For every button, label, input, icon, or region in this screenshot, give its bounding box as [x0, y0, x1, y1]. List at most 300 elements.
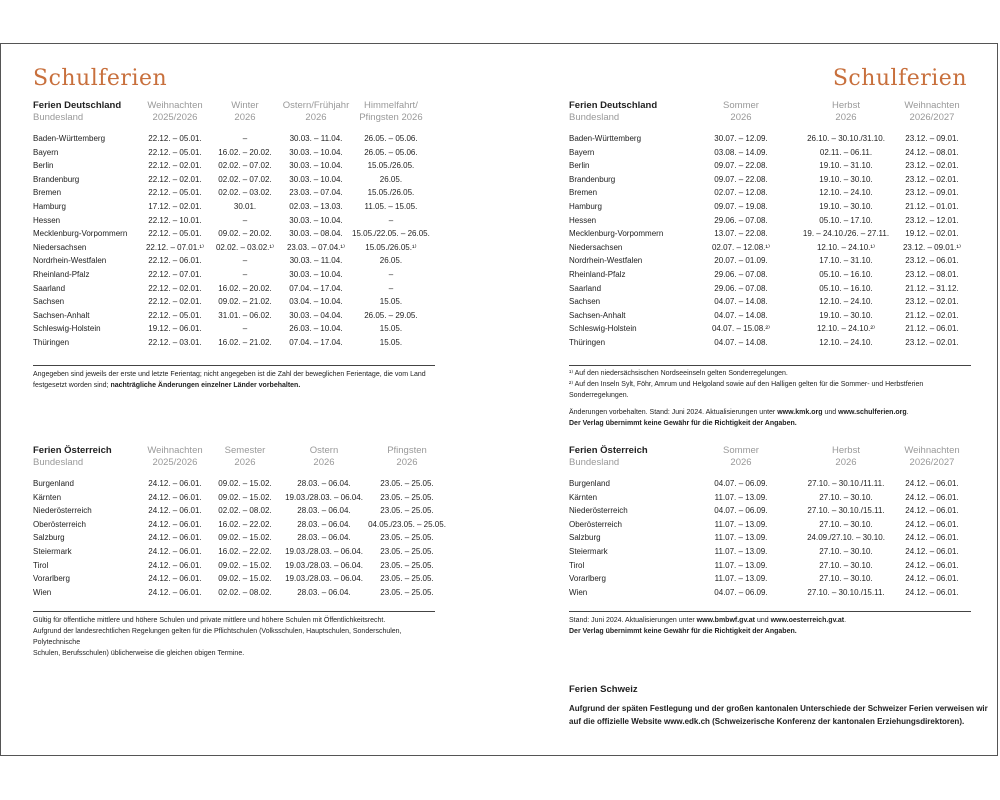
table-row	[33, 504, 446, 518]
date-range: 30.03. – 10.04.	[289, 174, 343, 184]
date-range: 22.12. – 05.01.	[148, 134, 202, 143]
date-range: 30.07. – 12.09.	[714, 134, 768, 143]
date-range: 24.12. – 06.01.	[905, 560, 959, 570]
oesterreich-link[interactable]: www.oesterreich.gv.at	[770, 617, 845, 624]
table-row	[33, 268, 430, 282]
date-range: 12.10. – 24.10.²⁾	[816, 324, 875, 334]
page-title-right: Schulferien	[832, 66, 967, 91]
date-range: 24.12. – 06.01.	[148, 492, 202, 502]
column-header: Winter	[231, 100, 259, 111]
column-header: 2026	[234, 112, 256, 123]
column-header: 2025/2026	[152, 112, 198, 123]
date-range: 20.07. – 01.09.	[714, 256, 768, 266]
table-row	[569, 173, 967, 187]
table-austria-winter-spring	[33, 445, 446, 599]
state-name: Salzburg	[33, 533, 65, 543]
column-header: 2026	[730, 112, 752, 123]
date-range: 26.10. – 30.10./31.10.	[807, 134, 885, 143]
state-name: Sachsen-Anhalt	[569, 310, 626, 320]
date-range: 22.12. – 10.01.	[148, 215, 202, 225]
state-name: Bayern	[569, 147, 595, 157]
date-range: 23.12. – 09.01.	[905, 188, 959, 198]
date-range: 19.03./28.03. – 06.04.	[285, 546, 363, 556]
date-range: 27.10. – 30.10./15.11.	[807, 506, 885, 516]
column-header: Pfingsten	[387, 445, 427, 456]
date-range: 26.05.	[379, 174, 403, 184]
date-range: 04.07. – 14.08.	[714, 310, 768, 320]
table-row	[569, 572, 967, 586]
date-range: 30.01.	[233, 201, 257, 211]
table-row	[33, 173, 430, 187]
date-range: 09.02. – 15.02.	[218, 560, 272, 570]
column-header-state: Bundesland	[33, 112, 84, 123]
table-row	[569, 227, 967, 241]
date-range: 02.07. – 12.08.	[714, 188, 768, 198]
table-row	[33, 336, 430, 350]
table-row	[33, 559, 446, 573]
date-range: 15.05.	[379, 297, 403, 307]
state-name: Niedersachsen	[33, 242, 87, 252]
date-range: 31.01. – 06.02.	[218, 310, 272, 320]
table-row	[569, 254, 967, 268]
date-range: 29.06. – 07.08.	[714, 215, 768, 225]
state-name: Hamburg	[569, 201, 602, 211]
table-row	[569, 336, 967, 350]
date-range: 21.12. – 31.12.	[905, 283, 959, 293]
date-range: 22.12. – 05.01.	[148, 188, 202, 198]
date-range: 24.12. – 06.01.	[905, 587, 959, 597]
date-range: 02.02. – 07.02.	[218, 174, 272, 184]
date-range: 02.11. – 06.11.	[819, 147, 873, 157]
table-row	[569, 200, 967, 214]
date-range: 09.02. – 15.02.	[218, 574, 272, 584]
date-range: 15.05.	[379, 337, 403, 347]
state-name: Niederösterreich	[33, 506, 92, 516]
table-row	[569, 159, 967, 173]
state-name: Bremen	[33, 188, 62, 198]
column-header: Ostern/Frühjahr	[282, 100, 350, 111]
date-range: 22.12. – 03.01.	[148, 337, 202, 347]
date-range: 30.03. – 04.04.	[289, 310, 343, 320]
schulferien-link[interactable]: www.schulferien.org	[838, 409, 907, 416]
divider	[33, 611, 435, 612]
date-range: 23.12. – 02.01.	[905, 337, 959, 347]
column-header: 2026	[835, 457, 857, 468]
state-name: Thüringen	[569, 337, 606, 347]
state-name: Hamburg	[33, 201, 66, 211]
date-range: 03.04. – 10.04.	[289, 297, 343, 307]
date-range: 19.03./28.03. – 06.04.	[285, 560, 363, 570]
table-title: Ferien Deutschland	[33, 100, 122, 111]
table-row	[569, 586, 967, 600]
state-name: Brandenburg	[33, 174, 80, 184]
date-range: 07.04. – 17.04.	[289, 283, 343, 293]
date-range: 17.12. – 02.01.	[148, 201, 202, 211]
date-range: 24.09./27.10. – 30.10.	[807, 533, 885, 543]
date-range: 24.12. – 06.01.	[905, 574, 959, 584]
date-range: 30.03. – 10.04.	[289, 147, 343, 157]
date-range: 30.03. – 08.04.	[289, 229, 343, 239]
bmbwf-link[interactable]: www.bmbwf.gv.at	[696, 617, 755, 624]
date-range: 16.02. – 22.02.	[218, 519, 272, 529]
date-range: 23.12. – 02.01.	[905, 297, 959, 307]
date-range: –	[242, 324, 248, 334]
state-name: Bayern	[33, 147, 59, 157]
date-range: 23.05. – 25.05.	[380, 506, 434, 516]
date-range: 28.03. – 06.04.	[297, 506, 351, 516]
date-range: 24.12. – 06.01.	[148, 533, 202, 543]
date-range: 29.06. – 07.08.	[714, 283, 768, 293]
date-range: 09.02. – 21.02.	[218, 297, 272, 307]
column-header-state: Bundesland	[569, 112, 620, 123]
germany-notes-right: ¹⁾ Auf den niedersächsischen Nordseeinseln gelten Sonderregelungen. ²⁾ Auf den Inseln Sylt, Föhr, Amrum und Helgoland sowie auf den Halligen gelten für die Sommer- und Herbstferien Sonderregelungen. Änderungen vorbehalten. Stand: Juni 2024. Aktualisierungen unter www.kmk.org und www.schulferien.org. Der Verlag übernimmt keine Gewähr für die Richtigkeit der Angaben.	[569, 370, 924, 427]
date-range: 24.12. – 06.01.	[905, 506, 959, 516]
date-range: 24.12. – 06.01.	[905, 546, 959, 556]
table-row	[569, 295, 967, 309]
date-range: –	[242, 215, 248, 225]
date-range: 19.10. – 30.10.	[819, 201, 873, 211]
date-range: 04.07. – 15.08.²⁾	[711, 324, 770, 334]
date-range: 16.02. – 20.02.	[218, 147, 272, 157]
state-name: Berlin	[33, 161, 54, 171]
state-name: Hessen	[33, 215, 61, 225]
column-header: Weihnachten	[904, 445, 960, 456]
austria-note-left: Gültig für öffentliche mittlere und höhere Schulen und private mittlere und höhere Schulen mit Öffentlichkeitsrecht. Aufgrund der landesrechtlichen Regelungen gelten für die Pflichtschulen (Volksschulen, Hauptschulen, Sonderschulen, Polytechnische Schulen, Berufsschulen) üblicherweise die gleichen obigen Termine.	[33, 617, 402, 657]
column-header: Weihnachten	[904, 100, 960, 111]
date-range: 19.10. – 31.10.	[819, 161, 873, 171]
date-range: 02.03. – 13.03.	[289, 201, 343, 211]
date-range: 24.12. – 06.01.	[905, 479, 959, 488]
table-row	[33, 282, 430, 296]
state-name: Vorarlberg	[33, 574, 70, 584]
state-name: Nordrhein-Westfalen	[33, 256, 107, 266]
state-name: Tirol	[33, 560, 49, 570]
austria-notes-right: Stand: Juni 2024. Aktualisierungen unter www.bmbwf.gv.at und www.oesterreich.gv.at. Der Verlag übernimmt keine Gewähr für die Richtigkeit der Angaben.	[569, 617, 847, 635]
date-range: 03.08. – 14.09.	[714, 147, 768, 157]
date-range: 23.05. – 25.05.	[380, 492, 434, 502]
date-range: 24.12. – 06.01.	[905, 492, 959, 502]
state-name: Nordrhein-Westfalen	[569, 256, 643, 266]
date-range: 22.12. – 06.01.	[148, 256, 202, 266]
date-range: 22.12. – 05.01.	[148, 147, 202, 157]
date-range: 22.12. – 07.01.	[148, 269, 202, 279]
date-range: 23.12. – 12.01.	[905, 215, 959, 225]
date-range: 04.07. – 14.08.	[714, 337, 768, 347]
date-range: 16.02. – 21.02.	[218, 337, 272, 347]
state-name: Oberösterreich	[33, 519, 86, 529]
state-name: Brandenburg	[569, 174, 616, 184]
state-name: Burgenland	[33, 479, 74, 488]
table-title: Ferien Österreich	[569, 445, 648, 456]
state-name: Mecklenburg-Vorpommern	[33, 229, 128, 239]
date-range: 04.07. – 06.09.	[714, 587, 768, 597]
date-range: 26.05.	[379, 256, 403, 266]
date-range: 27.10. – 30.10./15.11.	[807, 587, 885, 597]
table-row	[33, 545, 446, 559]
date-range: 12.10. – 24.10.	[819, 188, 873, 198]
date-range: 15.05./26.05.¹⁾	[365, 242, 417, 252]
date-range: 15.05.	[379, 324, 403, 334]
germany-note-left: Angegeben sind jeweils der erste und letzte Ferientag; nicht angegeben ist die Zahl der beweglichen Ferientage, die vom Land festgesetzt worden sind; nachträgliche Änderungen einzelner Länder vorbehalten.	[33, 371, 426, 389]
column-header: 2026/2027	[909, 112, 955, 123]
date-range: 04.07. – 06.09.	[714, 506, 768, 516]
state-name: Niedersachsen	[569, 242, 623, 252]
state-name: Hessen	[569, 215, 597, 225]
date-range: 23.05. – 25.05.	[380, 533, 434, 543]
date-range: 27.10. – 30.10.	[819, 492, 873, 502]
date-range: 24.12. – 06.01.	[148, 574, 202, 584]
table-row	[33, 159, 430, 173]
date-range: 23.05. – 25.05.	[380, 574, 434, 584]
divider	[569, 611, 971, 612]
date-range: 12.10. – 24.10.	[819, 337, 873, 347]
column-header: Ostern	[309, 445, 339, 456]
date-range: 22.12. – 07.01.¹⁾	[145, 242, 204, 252]
table-austria-summer-autumn	[569, 445, 967, 599]
date-range: 24.12. – 06.01.	[148, 519, 202, 529]
date-range: 21.12. – 01.01.	[905, 201, 959, 211]
state-name: Burgenland	[569, 479, 610, 488]
date-range: 19.10. – 30.10.	[819, 174, 873, 184]
divider	[569, 365, 971, 366]
table-row	[569, 531, 967, 545]
table-row	[33, 586, 446, 600]
date-range: 09.02. – 15.02.	[218, 492, 272, 502]
date-range: 30.03. – 11.04.	[289, 256, 343, 266]
date-range: 26.03. – 10.04.	[289, 324, 343, 334]
date-range: 23.05. – 25.05.	[380, 479, 434, 488]
state-name: Thüringen	[33, 337, 70, 347]
table-row	[569, 282, 967, 296]
table-row	[33, 531, 446, 545]
date-range: 28.03. – 06.04.	[297, 479, 351, 488]
column-header: 2026	[835, 112, 857, 123]
switzerland-heading: Ferien Schweiz	[569, 684, 638, 695]
date-range: 24.12. – 08.01.	[905, 147, 959, 157]
date-range: 15.05./22.05. – 26.05.	[352, 229, 430, 239]
column-header: 2026	[396, 457, 418, 468]
state-name: Kärnten	[569, 492, 598, 502]
date-range: 23.05. – 25.05.	[380, 560, 434, 570]
column-header: 2026	[730, 457, 752, 468]
table-row	[569, 504, 967, 518]
date-range: 27.10. – 30.10.	[819, 574, 873, 584]
date-range: 27.10. – 30.10.	[819, 560, 873, 570]
state-name: Saarland	[33, 283, 66, 293]
state-name: Vorarlberg	[569, 574, 606, 584]
switzerland-text: Aufgrund der späten Festlegung und der großen kantonalen Unterschiede der Schweizer Ferien verweisen wir auf die offizielle Website www.edk.ch (Schweizerische Konferenz der kantonalen Erziehungsdirektoren).	[569, 704, 988, 726]
table-row	[33, 227, 430, 241]
date-range: 24.12. – 06.01.	[148, 506, 202, 516]
column-header: Weihnachten	[147, 100, 203, 111]
date-range: 24.12. – 06.01.	[148, 479, 202, 488]
date-range: 28.03. – 06.04.	[297, 519, 351, 529]
column-header: 2026	[313, 457, 335, 468]
date-range: 11.07. – 13.09.	[714, 574, 768, 584]
date-range: 07.04. – 17.04.	[289, 337, 343, 347]
state-name: Schleswig-Holstein	[33, 324, 101, 334]
date-range: 23.12. – 06.01.	[905, 256, 959, 266]
state-name: Salzburg	[569, 533, 601, 543]
date-range: 19. – 24.10./26. – 27.11.	[802, 229, 890, 239]
date-range: 17.10. – 31.10.	[819, 256, 873, 266]
table-germany-winter-spring	[33, 100, 430, 350]
date-range: 09.02. – 15.02.	[218, 533, 272, 543]
state-name: Berlin	[569, 161, 590, 171]
date-range: 02.02. – 07.02.	[218, 161, 272, 171]
column-header: Pfingsten 2026	[359, 112, 423, 123]
state-name: Oberösterreich	[569, 519, 622, 529]
column-header: Weihnachten	[147, 445, 203, 456]
date-range: 30.03. – 11.04.	[289, 134, 343, 143]
date-range: 05.10. – 16.10.	[819, 283, 873, 293]
table-row	[569, 559, 967, 573]
date-range: 23.12. – 02.01.	[905, 174, 959, 184]
table-row	[33, 518, 446, 532]
column-header-state: Bundesland	[569, 457, 620, 468]
table-row	[33, 295, 430, 309]
date-range: 09.02. – 20.02.	[218, 229, 272, 239]
date-range: 22.12. – 02.01.	[148, 283, 202, 293]
table-row	[569, 518, 967, 532]
date-range: 23.03. – 07.04.	[289, 188, 343, 198]
state-name: Rheinland-Pfalz	[33, 269, 90, 279]
date-range: 11.07. – 13.09.	[714, 560, 768, 570]
state-name: Sachsen-Anhalt	[33, 310, 90, 320]
date-range: 30.03. – 10.04.	[289, 215, 343, 225]
column-header: 2025/2026	[152, 457, 198, 468]
date-range: 05.10. – 17.10.	[819, 215, 873, 225]
column-header: Sommer	[723, 100, 759, 111]
date-range: 24.12. – 06.01.	[905, 533, 959, 543]
date-range: 22.12. – 05.01.	[148, 310, 202, 320]
state-name: Schleswig-Holstein	[569, 324, 637, 334]
state-name: Rheinland-Pfalz	[569, 269, 626, 279]
divider	[33, 365, 435, 366]
date-range: 19.03./28.03. – 06.04.	[285, 492, 363, 502]
date-range: 26.05. – 05.06.	[364, 134, 418, 143]
column-header: Herbst	[832, 445, 860, 456]
table-row	[33, 132, 430, 146]
date-range: 24.12. – 06.01.	[148, 546, 202, 556]
date-range: 24.12. – 06.01.	[148, 587, 202, 597]
date-range: 15.05./26.05.	[367, 188, 415, 198]
date-range: 22.12. – 05.01.	[148, 229, 202, 239]
kmk-link[interactable]: www.kmk.org	[777, 409, 823, 416]
date-range: 02.02. – 03.02.	[218, 188, 272, 198]
date-range: 19.12. – 06.01.	[148, 324, 202, 334]
state-name: Steiermark	[569, 546, 608, 556]
state-name: Baden-Württemberg	[33, 134, 106, 143]
table-germany-summer-autumn	[569, 100, 967, 350]
date-range: 28.03. – 06.04.	[297, 587, 351, 597]
date-range: 30.03. – 10.04.	[289, 161, 343, 171]
date-range: 13.07. – 22.08.	[714, 229, 768, 239]
date-range: 09.07. – 22.08.	[714, 174, 768, 184]
date-range: –	[388, 269, 394, 279]
date-range: 09.02. – 15.02.	[218, 479, 272, 488]
table-row	[33, 322, 430, 336]
table-row	[569, 491, 967, 505]
table-row	[569, 268, 967, 282]
table-row	[569, 132, 967, 146]
date-range: 02.02. – 03.02.¹⁾	[215, 242, 274, 252]
date-range: 19.12. – 02.01.	[905, 229, 959, 239]
state-name: Tirol	[569, 560, 585, 570]
date-range: 23.05. – 25.05.	[380, 587, 434, 597]
date-range: 23.03. – 07.04.¹⁾	[286, 242, 345, 252]
date-range: 04.05./23.05. – 25.05.	[368, 519, 446, 529]
table-row	[33, 491, 446, 505]
date-range: 21.12. – 02.01.	[905, 310, 959, 320]
table-row	[569, 545, 967, 559]
date-range: 04.07. – 06.09.	[714, 479, 768, 488]
date-range: –	[242, 269, 248, 279]
column-header: Herbst	[832, 100, 860, 111]
state-name: Sachsen	[33, 297, 65, 307]
table-row	[33, 200, 430, 214]
date-range: 11.07. – 13.09.	[714, 492, 768, 502]
table-row	[569, 477, 967, 491]
date-range: 22.12. – 02.01.	[148, 174, 202, 184]
date-range: 04.07. – 14.08.	[714, 297, 768, 307]
state-name: Baden-Württemberg	[569, 134, 642, 143]
date-range: –	[242, 134, 248, 143]
date-range: 23.12. – 09.01.	[905, 134, 959, 143]
date-range: 24.12. – 06.01.	[905, 519, 959, 529]
table-row	[569, 322, 967, 336]
date-range: 11.07. – 13.09.	[714, 519, 768, 529]
date-range: 30.03. – 10.04.	[289, 269, 343, 279]
date-range: 26.05. – 29.05.	[364, 310, 418, 320]
date-range: –	[388, 215, 394, 225]
table-row	[33, 254, 430, 268]
date-range: 15.05./26.05.	[367, 161, 415, 171]
date-range: 02.07. – 12.08.¹⁾	[711, 242, 770, 252]
date-range: 23.12. – 09.01.¹⁾	[902, 242, 961, 252]
column-header: Himmelfahrt/	[364, 100, 418, 111]
date-range: 19.03./28.03. – 06.04.	[285, 574, 363, 584]
page-title-left: Schulferien	[33, 66, 168, 91]
table-title: Ferien Österreich	[33, 445, 112, 456]
date-range: 23.05. – 25.05.	[380, 546, 434, 556]
state-name: Bremen	[569, 188, 598, 198]
table-row	[33, 477, 446, 491]
column-header: Sommer	[723, 445, 759, 456]
date-range: 11.07. – 13.09.	[714, 546, 768, 556]
date-range: 12.10. – 24.10.¹⁾	[816, 242, 875, 252]
date-range: 19.10. – 30.10.	[819, 310, 873, 320]
date-range: 11.05. – 15.05.	[364, 201, 418, 211]
date-range: 16.02. – 22.02.	[218, 546, 272, 556]
table-row	[33, 214, 430, 228]
date-range: 05.10. – 16.10.	[819, 269, 873, 279]
date-range: –	[242, 256, 248, 266]
table-row	[33, 309, 430, 323]
column-header-state: Bundesland	[33, 457, 84, 468]
date-range: 16.02. – 20.02.	[218, 283, 272, 293]
state-name: Kärnten	[33, 492, 62, 502]
table-row	[569, 241, 967, 255]
date-range: 26.05. – 05.06.	[364, 147, 418, 157]
date-range: 11.07. – 13.09.	[714, 533, 768, 543]
table-row	[33, 186, 430, 200]
date-range: 28.03. – 06.04.	[297, 533, 351, 543]
date-range: –	[388, 283, 394, 293]
state-name: Steiermark	[33, 546, 72, 556]
date-range: 22.12. – 02.01.	[148, 297, 202, 307]
date-range: 02.02. – 08.02.	[218, 587, 272, 597]
